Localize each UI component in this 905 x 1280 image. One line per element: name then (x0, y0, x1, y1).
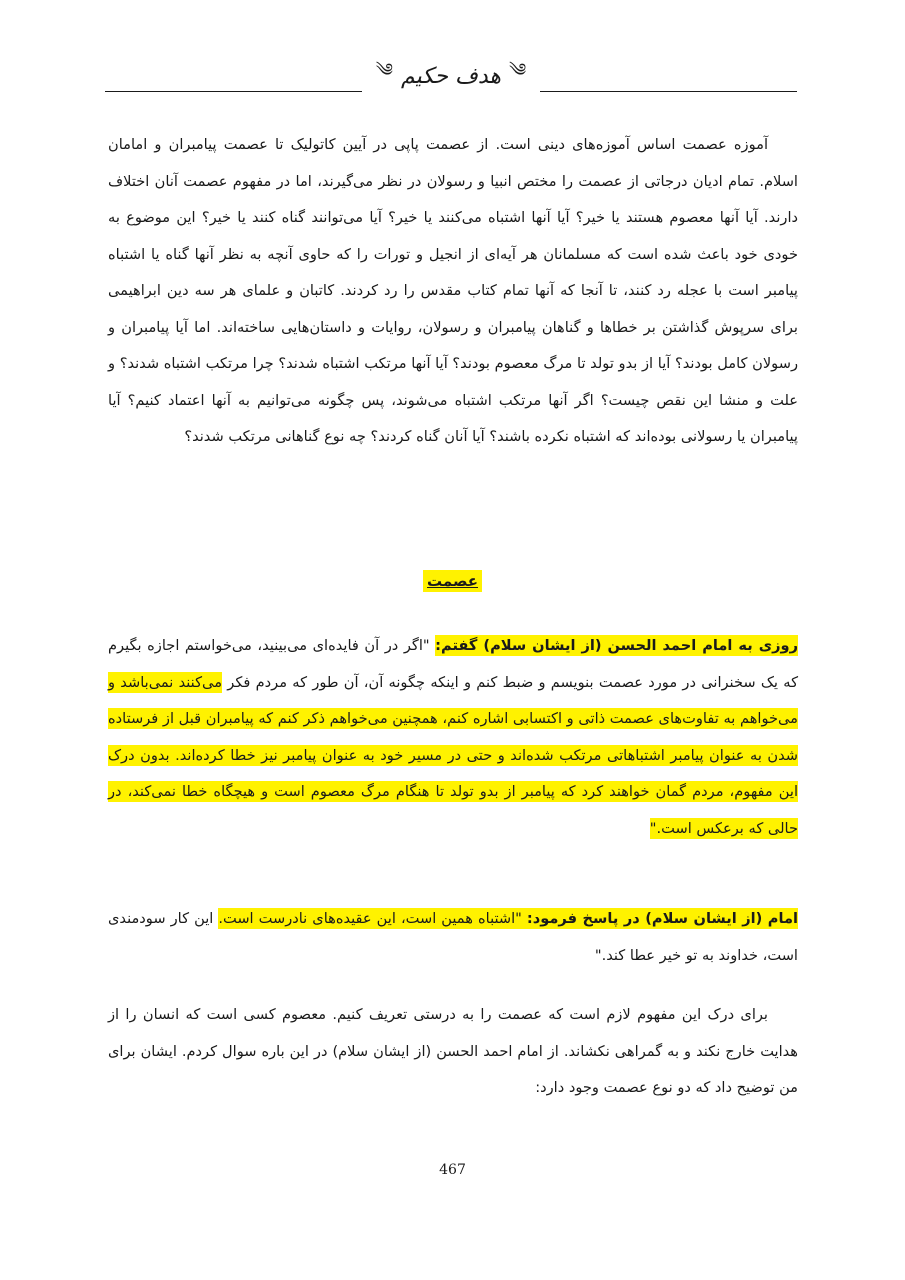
quote-plain-text: "اگر در آن فایده‌ای می‌بینید، می‌خواستم اجازه بگیرم که یک سخنرانی در مورد عصمت بنویسم و ضبط کنم و اینکه چگونه آن، آن طور که مردم فکر (108, 637, 799, 691)
answer-lead: امام (از ایشان سلام) در پاسخ فرمود: (526, 910, 799, 927)
ornament-left-icon: ༄ (375, 60, 393, 81)
section-heading-text: عصمت (423, 570, 482, 592)
answer-paragraph (108, 901, 798, 974)
intro-paragraph: آموزه عصمت اساس آموزه‌های دینی است. از عصمت پاپی در آیین کاتولیک تا عصمت پیامبران و امامان اسلام. تمام ادیان درجاتی از عصمت را مختص انبیا و رسولان در نظر می‌گیرند، اما در مفهوم عصمت آنان اختلاف دارند. آیا آنها معصوم هستند یا خیر؟ آیا آنها اشتباه می‌کنند یا خیر؟ آیا می‌توانند گناه کنند یا خیر؟ این موضوع به خودی خود باعث شده است که مسلمانان هر آیه‌ای از انجیل و تورات را که حاوی آنچه به نظر آنها گناه یا اشتباه پیامبر است با عجله رد کنند، تا آنجا که آنها تمام کتاب مقدس را رد کردند. کاتبان و علمای هر سه دین ابراهیمی برای سرپوش گذاشتن بر خطاها و گناهان پیامبران و رسولان، روایات و داستان‌هایی ساخته‌اند. اما آیا پیامبران و رسولان کامل بودند؟ آیا از بدو تولد تا مرگ معصوم بودند؟ آیا آنها مرتکب اشتباه شدند؟ چرا مرتکب اشتباه شدند؟ و علت و منشا این نقص چیست؟ اگر آنها مرتکب اشتباه می‌شوند، پس چگونه می‌توانیم به آنها اعتماد کنیم؟ آیا پیامبران یا رسولانی بوده‌اند که اشتباه نکرده باشند؟ آیا آنان گناه کردند؟ چه نوع گناهانی مرتکب شدند؟ (108, 136, 798, 445)
answer-highlighted-text: "اشتباه همین است، این عقیده‌های نادرست است. (218, 910, 527, 927)
header-title: هدف حکیم (401, 63, 501, 89)
quote-highlighted-text: می‌کنند نمی‌باشد و می‌خواهم به تفاوت‌های عصمت ذاتی و اکتسابی اشاره کنم، همچنین می‌خواهم ذکر کنم که پیامبران قبل از فرستاده شدن به عنوان پیامبر اشتباهاتی مرتکب شده‌اند و حتی در مسیر خود به عنوان پیامبر نیز خطا کرده‌اند. بدون درک این مفهوم، مردم گمان خواهند کرد که پیامبر از بدو تولد تا هنگام مرگ معصوم است و هیچگاه خطا نمی‌کند، در حالی که برعکس است." (108, 673, 798, 837)
header-title-group (362, 51, 540, 101)
quote-lead: روزی به امام احمد الحسن (از ایشان سلام) گفتم: (435, 637, 798, 654)
closing-paragraph: برای درک این مفهوم لازم است که عصمت را به درستی تعریف کنیم. معصوم کسی است که انسان را از هدایت خارج نکند و به گمراهی نکشاند. از امام احمد الحسن (از ایشان سلام) در این باره سوال کردم. ایشان برای من توضیح داد که دو نوع عصمت وجود دارد: (108, 1006, 798, 1096)
page-number: 467 (439, 1162, 466, 1178)
running-header (105, 58, 797, 94)
ornament-right-icon: ༄ (508, 60, 527, 81)
answer-plain-text: این کار سودمندی است، خداوند به تو خیر عطا کند." (108, 910, 798, 964)
quote-paragraph (108, 628, 798, 847)
section-heading (0, 572, 905, 590)
